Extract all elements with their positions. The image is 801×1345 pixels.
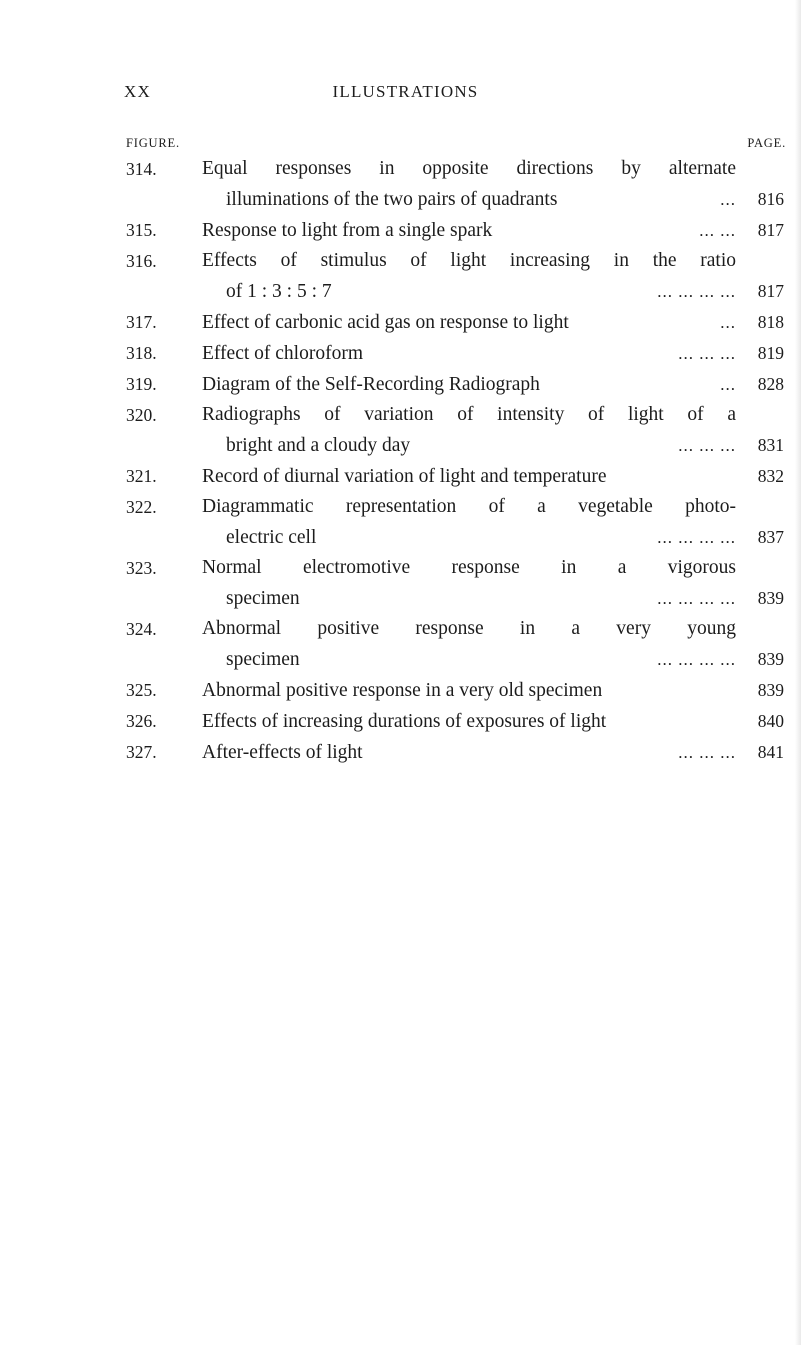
figure-number: 321.	[126, 466, 157, 486]
entry-title-continued: illuminations of the two pairs of quadrants	[226, 189, 558, 210]
leader-dots: ...	[720, 190, 736, 209]
leader-dots: ... ... ...	[678, 344, 736, 363]
entry-title: Radiographs of variation of intensity of light of a	[202, 404, 736, 425]
entry-title: Record of diurnal variation of light and temperature	[202, 466, 607, 487]
entry-title: Abnormal positive response in a very old specimen	[202, 680, 603, 701]
entry-title: Effects of stimulus of light increasing in the ratio	[202, 250, 736, 271]
figure-number: 323.	[126, 558, 157, 578]
figure-number: 327.	[126, 742, 157, 762]
entry-page-number: 828	[757, 374, 784, 394]
figure-number: 318.	[126, 343, 157, 363]
leader-dots: ... ... ... ...	[657, 282, 736, 301]
entry-title-continued: of 1 : 3 : 5 : 7	[226, 281, 332, 302]
entry-page-number: 816	[757, 189, 784, 209]
leader-dots: ...	[720, 313, 736, 332]
entry-title: Abnormal positive response in a very young	[202, 618, 736, 639]
figure-number: 326.	[126, 711, 157, 731]
entry-page-number: 837	[757, 527, 784, 547]
figure-number: 315.	[126, 220, 157, 240]
list-item	[126, 461, 784, 492]
entry-page-number: 839	[757, 649, 784, 669]
list-item	[126, 675, 784, 706]
figure-number: 325.	[126, 680, 157, 700]
figure-number: 319.	[126, 374, 157, 394]
list-item	[126, 246, 784, 307]
leader-dots: ... ...	[699, 221, 736, 240]
illustrations-list	[126, 154, 784, 768]
entry-title-continued: specimen	[226, 588, 300, 609]
list-item	[126, 154, 784, 215]
entry-page-number: 832	[757, 466, 784, 486]
page-number: XX	[124, 82, 151, 101]
leader-dots: ... ... ... ...	[657, 528, 736, 547]
leader-dots: ... ... ... ...	[657, 650, 736, 669]
entry-page-number: 840	[757, 711, 784, 731]
entry-title: Effects of increasing durations of exposures of light	[202, 711, 607, 732]
entry-title: Effect of chloroform	[202, 343, 363, 364]
figure-number: 317.	[126, 312, 157, 332]
list-item	[126, 369, 784, 400]
figure-number: 320.	[126, 405, 157, 425]
leader-dots: ... ... ... ...	[657, 589, 736, 608]
entry-title: Effect of carbonic acid gas on response to light	[202, 312, 569, 333]
entry-title: Equal responses in opposite directions by alternate	[202, 158, 736, 179]
entry-page-number: 817	[757, 220, 784, 240]
entry-page-number: 831	[757, 435, 784, 455]
entry-page-number: 818	[757, 312, 784, 332]
list-item	[126, 737, 784, 768]
list-item	[126, 706, 784, 737]
leader-dots: ... ... ...	[678, 743, 736, 762]
entry-page-number: 839	[757, 588, 784, 608]
list-item	[126, 553, 784, 614]
entry-title: After-effects of light	[202, 742, 363, 763]
entry-title: Diagram of the Self-Recording Radiograph	[202, 374, 540, 395]
figure-number: 316.	[126, 251, 157, 271]
figure-number: 322.	[126, 497, 157, 517]
running-head	[0, 82, 801, 106]
list-item	[126, 492, 784, 553]
entry-page-number: 817	[757, 281, 784, 301]
page-column-heading: PAGE.	[747, 136, 786, 150]
page-edge	[795, 0, 801, 1345]
figure-number: 314.	[126, 159, 157, 179]
entry-title-continued: electric cell	[226, 527, 317, 548]
list-item	[126, 307, 784, 338]
figure-column-heading: FIGURE.	[126, 136, 180, 150]
entry-title: Diagrammatic representation of a vegetable photo-	[202, 496, 736, 517]
entry-title-continued: bright and a cloudy day	[226, 435, 411, 456]
entry-page-number: 819	[757, 343, 784, 363]
leader-dots: ... ... ...	[678, 436, 736, 455]
list-item	[126, 215, 784, 246]
entry-page-number: 839	[757, 680, 784, 700]
leader-dots: ...	[720, 375, 736, 394]
list-item	[126, 400, 784, 461]
list-item	[126, 338, 784, 369]
column-headings	[126, 136, 786, 154]
list-item	[126, 614, 784, 675]
entry-title-continued: specimen	[226, 649, 300, 670]
entry-title: Normal electromotive response in a vigorous	[202, 557, 736, 578]
figure-number: 324.	[126, 619, 157, 639]
entry-page-number: 841	[757, 742, 784, 762]
page-title: ILLUSTRATIONS	[332, 82, 479, 101]
entry-title: Response to light from a single spark	[202, 220, 493, 241]
